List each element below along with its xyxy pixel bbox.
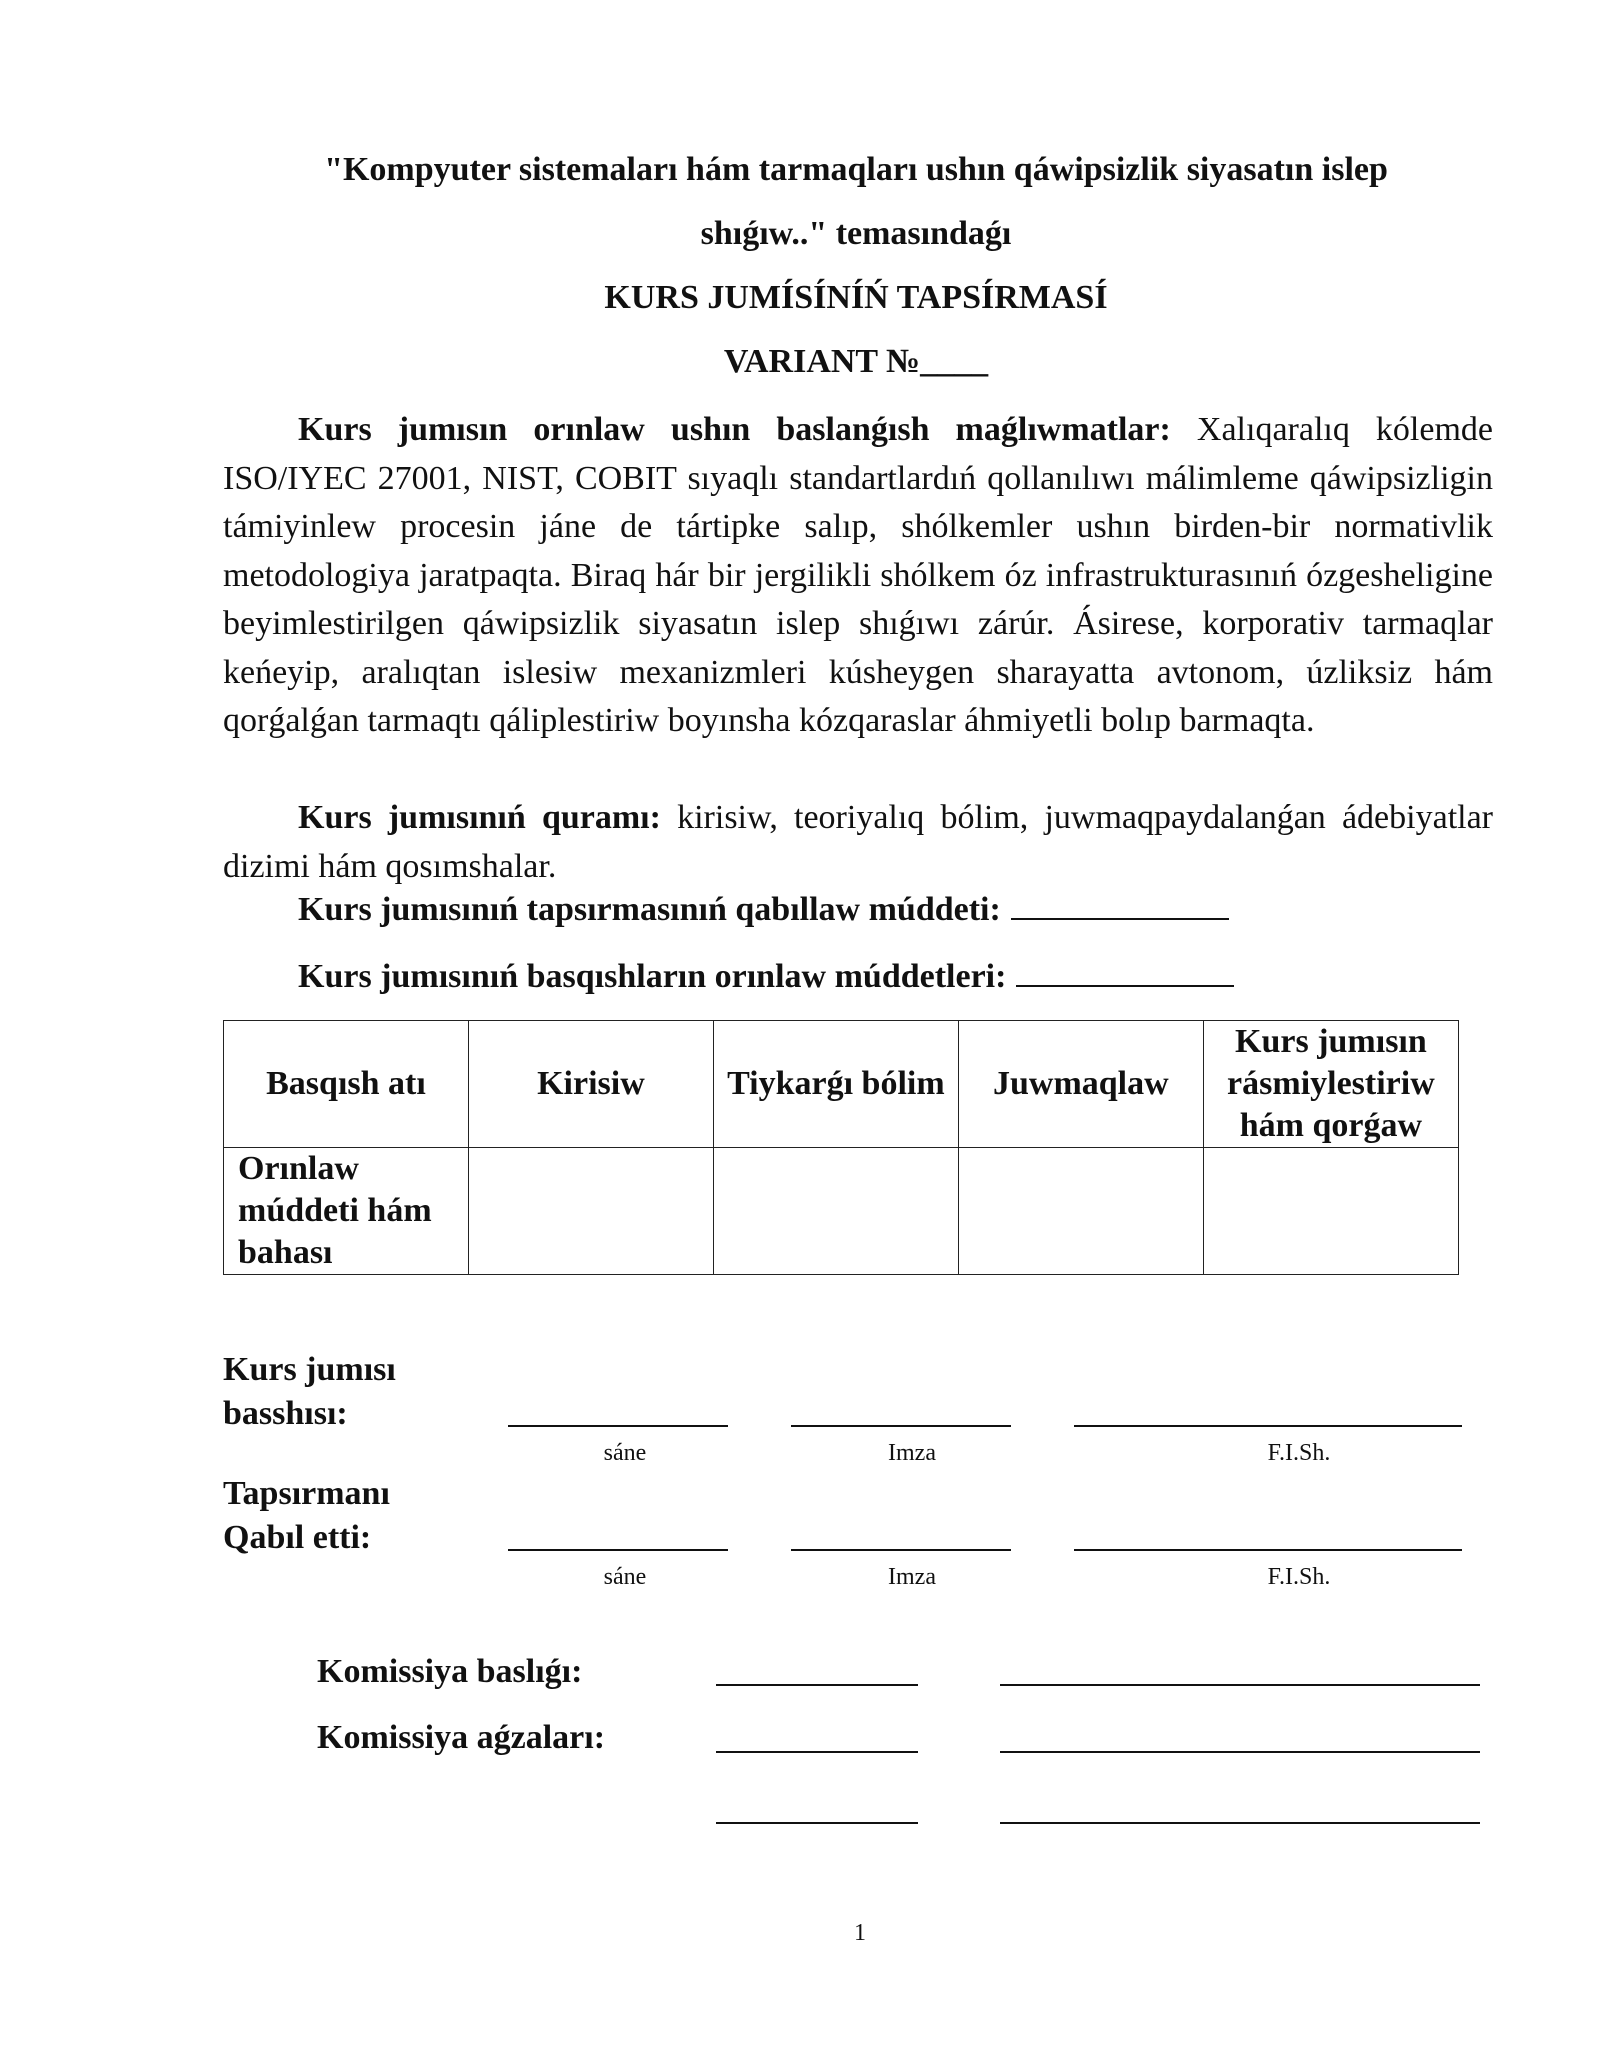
commission-members-label: Komissiya aǵzaları: bbox=[317, 1719, 606, 1756]
structure-heading: Kurs jumısınıń quramı: bbox=[298, 799, 661, 836]
receiver-label-line-2: Qabıl etti: bbox=[223, 1519, 372, 1556]
page-number: 1 bbox=[854, 1920, 866, 1946]
receiver-name-line bbox=[1074, 1549, 1462, 1551]
table-cell[interactable] bbox=[713, 1148, 958, 1275]
structure-paragraph bbox=[223, 794, 1493, 891]
receiver-date-caption: sáne bbox=[603, 1564, 647, 1590]
acceptance-deadline-blank bbox=[1011, 917, 1229, 920]
table-cell[interactable] bbox=[468, 1148, 713, 1275]
supervisor-label bbox=[223, 1348, 396, 1436]
table-header-cell: Tiykarǵı bólim bbox=[713, 1021, 958, 1148]
title-line-1: "Kompyuter sistemaları hám tarmaqları ushın qáwipsizlik siyasatın islep bbox=[324, 151, 1388, 188]
supervisor-name-line bbox=[1074, 1425, 1462, 1427]
supervisor-label-line-1: Kurs jumısı bbox=[223, 1351, 396, 1388]
receiver-sign-caption: Imza bbox=[888, 1564, 936, 1590]
receiver-date-line bbox=[508, 1549, 728, 1551]
commission-member-line-1 bbox=[716, 1751, 918, 1753]
supervisor-date-line bbox=[508, 1425, 728, 1427]
stages-table bbox=[223, 1020, 1459, 1275]
structure-text: kirisiw, teoriyalıq bólim, juwmaqpaydalanǵan ádebiyatlar dizimi hám qosımshalar. bbox=[223, 799, 1493, 885]
table-header-row bbox=[224, 1021, 1459, 1148]
receiver-name-caption: F.I.Sh. bbox=[1267, 1564, 1331, 1590]
initial-data-text: Xalıqaralıq kólemde ISO/IYEC 27001, NIST, COBIT sıyaqlı standartlardıń qollanılıwı málimleme qáwipsizligin támiyinlew procesin jáne de tártipke salıp, shólkemler ushın birden-bir normativlik metodologiya jaratpaqta. Biraq hár bir jergilikli shólkem óz infrastrukturasınıń ózgesheligine beyimlestirilgen qáwipsizlik siyasatın islep shıǵıwı zárúr. Ásirese, korporativ tarmaqlar keńeyip, aralıqtan islesiw mexanizmleri kúsheygen sharayatta avtonom, úzliksiz hám qorǵalǵan tarmaqtı qáliplestiriw boyınsha kózqaraslar áhmiyetli bolıp barmaqta. bbox=[223, 411, 1493, 739]
stages-deadline-label: Kurs jumısınıń basqıshların orınlaw múddetleri: bbox=[298, 958, 1007, 995]
document-heading: KURS JUMÍSÍNÍŃ TAPSÍRMASÍ bbox=[604, 279, 1108, 316]
receiver-label bbox=[223, 1472, 390, 1560]
supervisor-date-caption: sáne bbox=[603, 1440, 647, 1466]
commission-chair-line-1 bbox=[716, 1684, 918, 1686]
supervisor-sign-line bbox=[791, 1425, 1011, 1427]
title-line-2: shıǵıw.." temasındaǵı bbox=[700, 215, 1012, 252]
variant-label: VARIANT №____ bbox=[723, 343, 989, 380]
supervisor-sign-caption: Imza bbox=[888, 1440, 936, 1466]
table-row-label: Orınlaw múddeti hám bahası bbox=[224, 1148, 469, 1275]
stages-deadline bbox=[298, 957, 1234, 997]
acceptance-deadline-label: Kurs jumısınıń tapsırmasınıń qabıllaw múddeti: bbox=[298, 891, 1001, 928]
table-cell[interactable] bbox=[1203, 1148, 1458, 1275]
table-header-cell: Juwmaqlaw bbox=[958, 1021, 1203, 1148]
supervisor-label-line-2: basshısı: bbox=[223, 1395, 348, 1432]
commission-member-line-4 bbox=[1000, 1822, 1480, 1824]
supervisor-name-caption: F.I.Sh. bbox=[1267, 1440, 1331, 1466]
table-cell[interactable] bbox=[958, 1148, 1203, 1275]
commission-chair-label: Komissiya baslıǵı: bbox=[317, 1653, 583, 1690]
initial-data-paragraph bbox=[223, 406, 1493, 746]
initial-data-heading: Kurs jumısın orınlaw ushın baslanǵısh maǵlıwmatlar: bbox=[298, 411, 1171, 448]
table-header-cell: Kirisiw bbox=[468, 1021, 713, 1148]
commission-member-line-3 bbox=[716, 1822, 918, 1824]
table-header-cell: Kurs jumısın rásmiylestiriw hám qorǵaw bbox=[1203, 1021, 1458, 1148]
commission-chair-line-2 bbox=[1000, 1684, 1480, 1686]
receiver-label-line-1: Tapsırmanı bbox=[223, 1475, 390, 1512]
table-header-cell: Basqısh atı bbox=[224, 1021, 469, 1148]
table-row bbox=[224, 1148, 1459, 1275]
acceptance-deadline bbox=[298, 890, 1229, 930]
stages-deadline-blank bbox=[1016, 984, 1234, 987]
commission-member-line-2 bbox=[1000, 1751, 1480, 1753]
receiver-sign-line bbox=[791, 1549, 1011, 1551]
